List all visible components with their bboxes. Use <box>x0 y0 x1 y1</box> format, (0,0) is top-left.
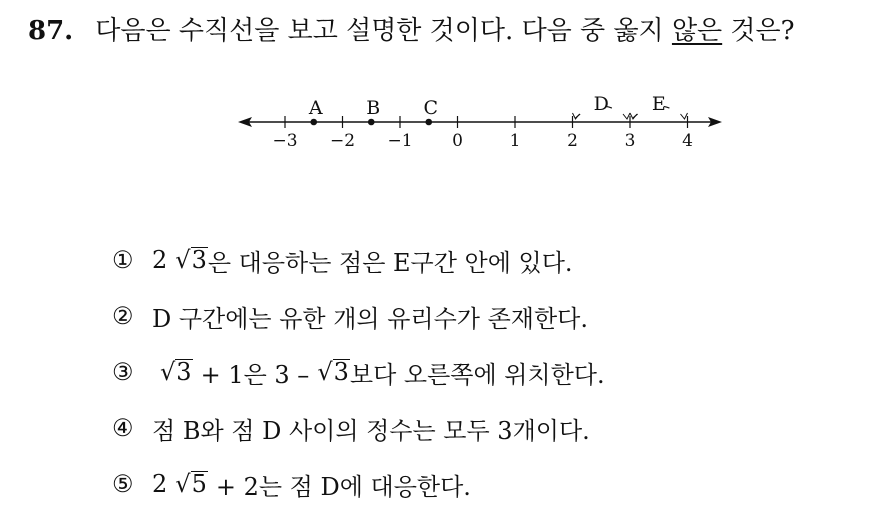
choice-3-mark: ③ <box>112 358 134 386</box>
choice-2-mark: ② <box>112 302 134 330</box>
choice-3[interactable] <box>112 344 605 400</box>
sqrt-symbol: √5 <box>175 470 207 498</box>
choice-4-mark: ④ <box>112 414 134 442</box>
choice-3-radicand-1: 3 <box>176 358 192 386</box>
choice-1-coef: 2 <box>152 246 168 274</box>
choice-2[interactable] <box>112 288 605 344</box>
tick-label: −1 <box>387 131 413 151</box>
choice-1-mark: ① <box>112 246 134 274</box>
choice-1[interactable] <box>112 232 605 288</box>
choice-5-radicand: 5 <box>191 470 207 498</box>
choice-2-text: D 구간에는 유한 개의 유리수가 존재한다. <box>152 304 588 333</box>
interval-label: D <box>593 93 609 115</box>
point-label: C <box>423 97 439 119</box>
point-dot <box>310 119 317 126</box>
choice-5-mark: ⑤ <box>112 470 134 498</box>
choice-3-text: 보다 오른쪽에 위치한다. <box>349 360 605 389</box>
sqrt-symbol: √3 <box>175 246 207 274</box>
sqrt-symbol: √3 <box>160 358 192 386</box>
choice-5[interactable] <box>112 456 605 512</box>
tick-label: 4 <box>682 131 693 151</box>
number-line <box>230 86 730 156</box>
question-number: 87. <box>28 16 74 46</box>
interval-hook <box>630 113 637 119</box>
interval-hook <box>573 113 580 119</box>
interval-hook <box>681 113 688 119</box>
tick-label: 0 <box>452 131 463 151</box>
point-label: A <box>308 97 323 119</box>
tick-label: 1 <box>509 131 521 151</box>
tick-label: −2 <box>329 131 356 151</box>
question-underlined-word: 않은 <box>671 16 723 46</box>
point-label: B <box>366 97 381 119</box>
tick-label: 3 <box>624 131 636 151</box>
interval-label: E <box>651 93 666 115</box>
choice-4-text: 점 B와 점 D 사이의 정수는 모두 3개이다. <box>152 416 590 445</box>
choice-3-radicand-2: 3 <box>333 358 349 386</box>
choice-3-middle: + 1은 3 – <box>200 360 310 389</box>
choice-5-coef: 2 <box>152 470 168 498</box>
tick-label: −3 <box>272 131 298 151</box>
sqrt-symbol: √3 <box>317 358 349 386</box>
tick-label: 2 <box>567 131 578 151</box>
choice-1-radicand: 3 <box>191 246 207 274</box>
question-text: 다음은 수직선을 보고 설명한 것이다. 다음 중 옳지 <box>95 16 672 46</box>
interval-hook <box>623 113 630 119</box>
choice-1-text: 은 대응하는 점은 E구간 안에 있다. <box>207 248 573 277</box>
question <box>28 10 795 47</box>
question-text-end: 것은? <box>722 16 795 46</box>
choice-list <box>112 232 605 512</box>
choice-4[interactable] <box>112 400 605 456</box>
point-dot <box>425 119 432 126</box>
choice-5-text: + 2는 점 D에 대응한다. <box>215 472 471 501</box>
point-dot <box>368 119 375 126</box>
